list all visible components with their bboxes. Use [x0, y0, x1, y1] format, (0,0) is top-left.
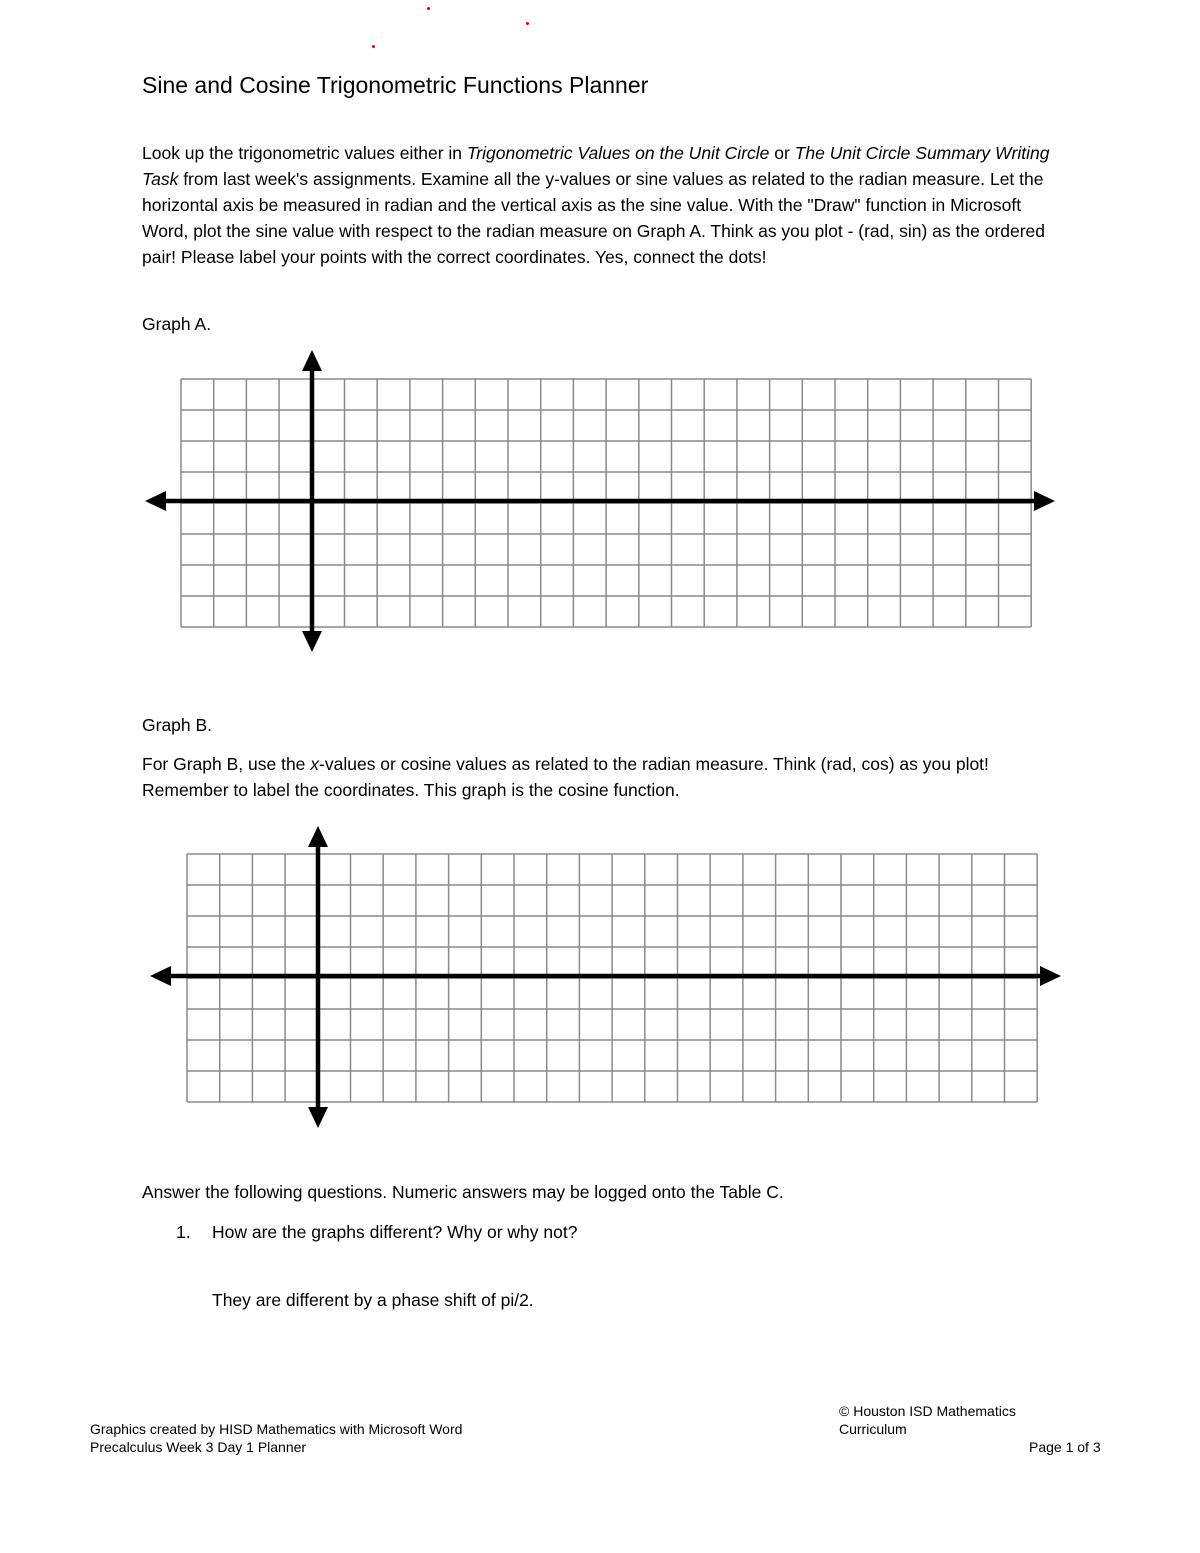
graph-b-label: Graph B. [142, 715, 213, 735]
intro-text: from last week's assignments. Examine all the y-values or sine values as related to the radian measure. Let the horizontal axis be measured in radian and the vertical axis as the sine value. With the "Draw" function in Microsoft Word, plot the sine value with respect to the radian measure on Graph A. Think as you plot - (rad, sin) as the ordered pair! Please label your points with the correct coordinates. Yes, connect the dots! [142, 169, 1046, 267]
graph-b-text: For Graph B, use the [142, 754, 311, 774]
graph-b-y-arrow-up [308, 826, 328, 847]
reference-unit-circle-summary: The Unit Circle Summary Writing Task [142, 143, 1050, 189]
intro-paragraph [142, 140, 1062, 270]
footer-course-title: Precalculus Week 3 Day 1 Planner [90, 1439, 307, 1455]
intro-text: Look up the trigonometric values either in [142, 143, 467, 163]
graph-b-axes [150, 826, 1061, 1128]
footer-copyright-line1: © Houston ISD Mathematics [839, 1403, 1016, 1419]
page-title: Sine and Cosine Trigonometric Functions Planner [142, 72, 649, 98]
graph-a [140, 345, 1060, 657]
answer-1: They are different by a phase shift of pi/2. [212, 1290, 534, 1310]
graph-a-y-arrow-up [302, 350, 322, 371]
question-number: 1. [176, 1222, 191, 1242]
graph-b-y-arrow-down [308, 1107, 328, 1128]
page-number: Page 1 of 3 [1029, 1439, 1101, 1455]
reference-unit-circle-values: Trigonometric Values on the Unit Circle [466, 143, 770, 163]
graph-b-variable: x [310, 754, 320, 774]
marker-dot [427, 7, 430, 10]
graph-a-x-arrow-right [1034, 491, 1055, 511]
graph-b-x-arrow-right [1040, 966, 1061, 986]
footer-copyright [839, 1402, 1016, 1438]
question-1 [176, 1222, 577, 1243]
graph-a-axes [145, 350, 1055, 652]
graph-a-x-arrow-left [145, 491, 166, 511]
graph-b-x-arrow-left [150, 966, 171, 986]
graph-b-text: -values or cosine values as related to the radian measure. Think (rad, cos) as you plot! Remember to label the coordinates. This graph is the cosine function. [142, 754, 989, 800]
footer-copyright-line2: Curriculum [839, 1421, 907, 1437]
footer-graphics-credit: Graphics created by HISD Mathematics with Microsoft Word [90, 1421, 463, 1437]
graph-b [146, 821, 1066, 1133]
graph-a-label: Graph A. [142, 314, 212, 334]
graph-a-y-arrow-down [302, 631, 322, 652]
question-text: How are the graphs different? Why or why not? [212, 1222, 578, 1242]
footer-left [90, 1420, 462, 1456]
marker-dot [372, 45, 375, 48]
graph-b-instructions [142, 751, 1062, 803]
marker-dot [526, 22, 529, 25]
intro-text: or [769, 143, 795, 163]
questions-intro: Answer the following questions. Numeric answers may be logged onto the Table C. [142, 1182, 784, 1202]
